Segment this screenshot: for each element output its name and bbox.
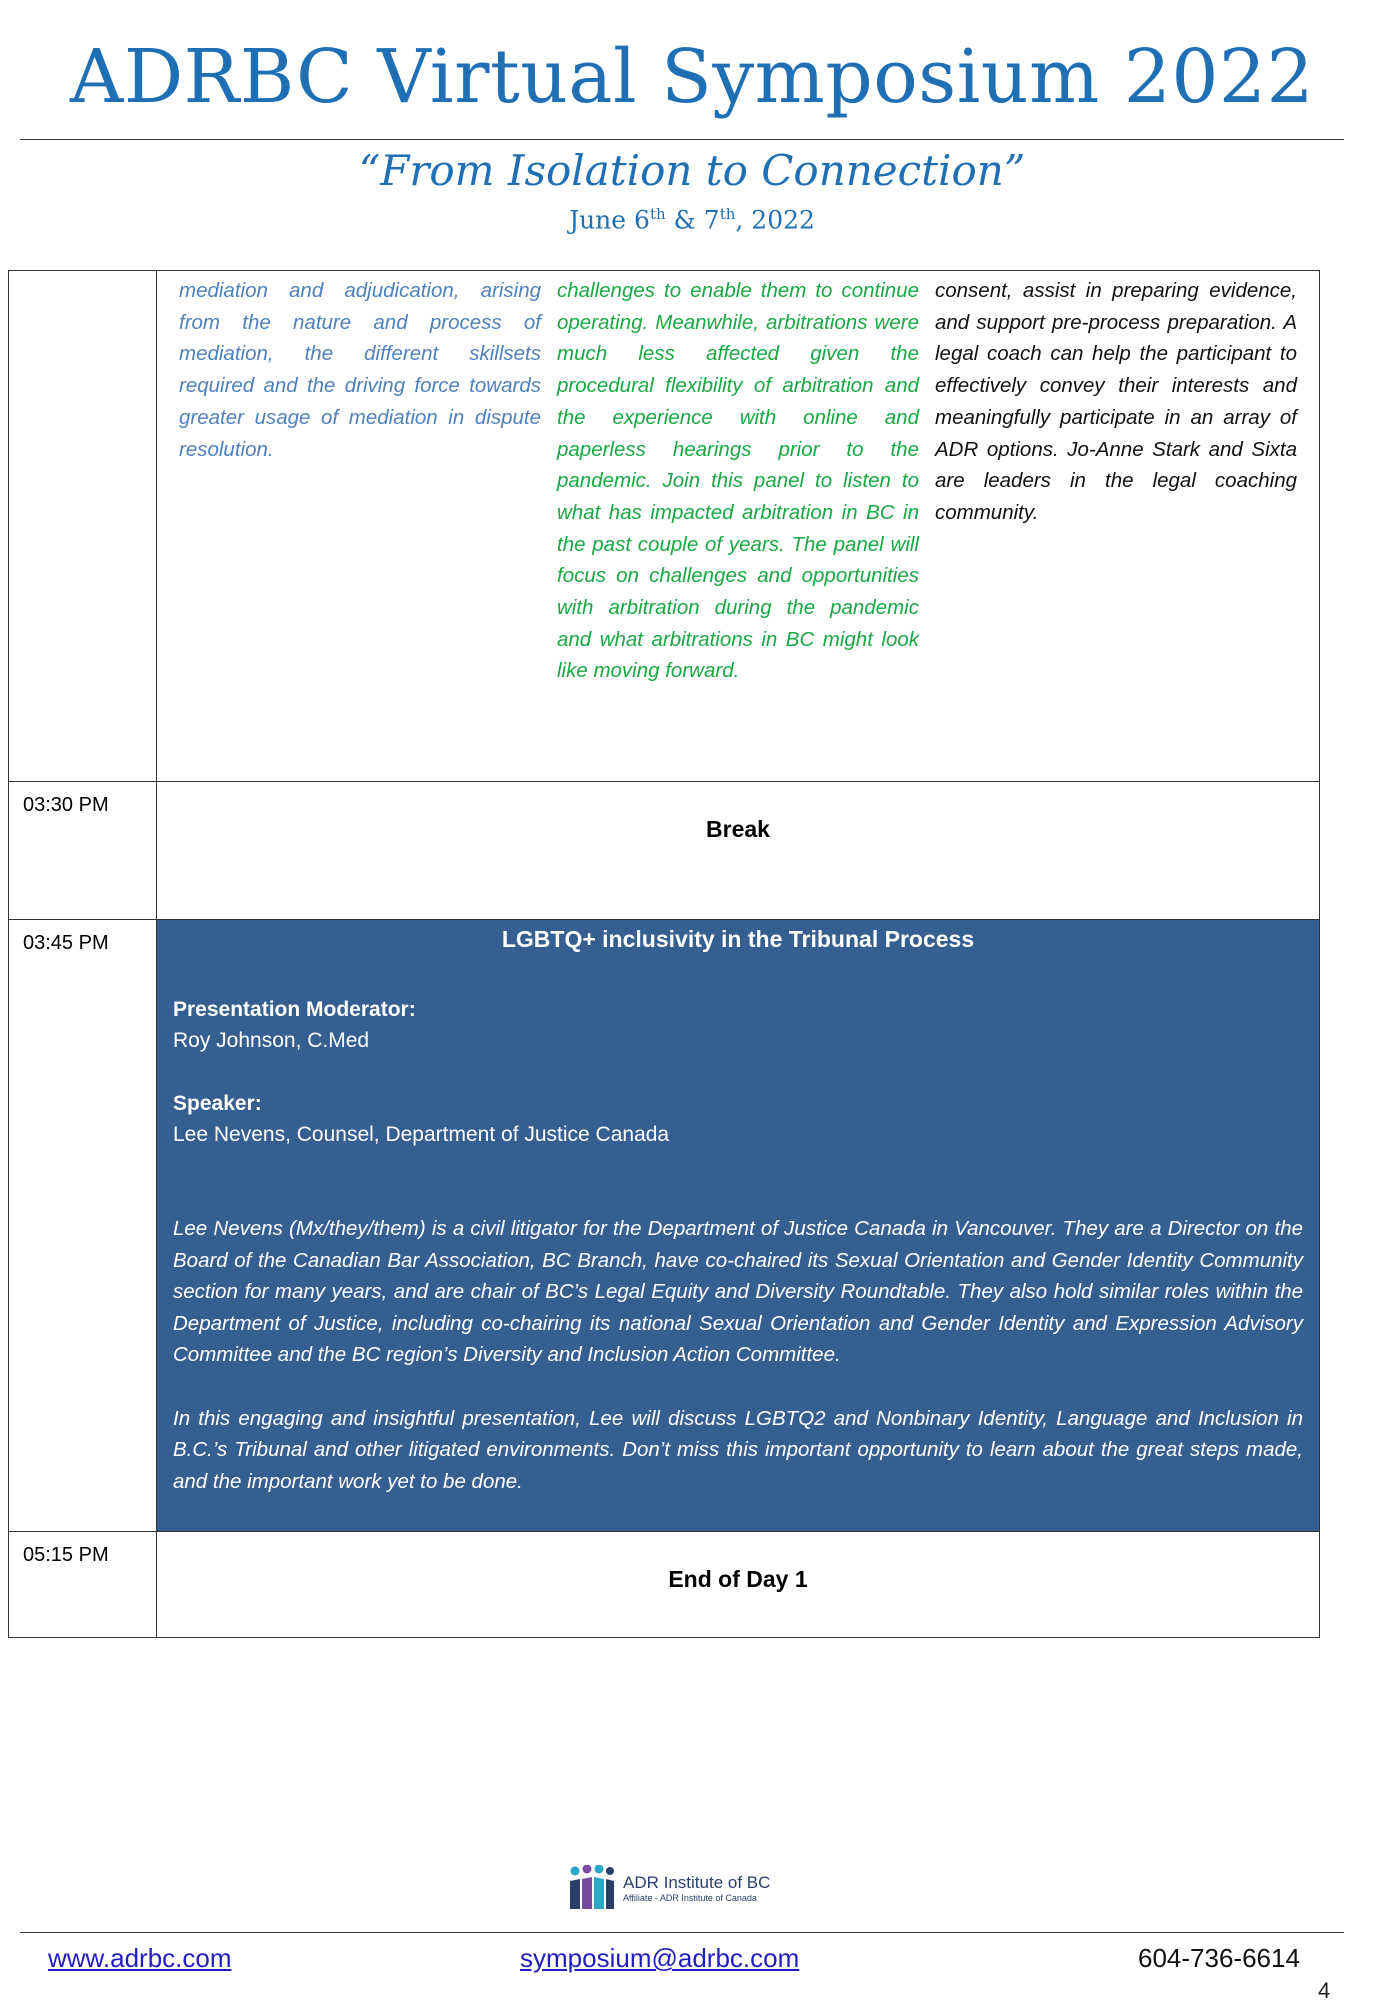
session-cell <box>157 271 1320 782</box>
break-cell <box>157 782 1320 920</box>
adr-institute-logo <box>567 1865 770 1911</box>
time-cell <box>9 271 157 782</box>
agenda-row-continued <box>9 271 1320 782</box>
session-description: In this engaging and insightful presentation, Lee will discuss LGBTQ2 and Nonbinary Identity, Language and Inclusion in B.C.’s Tribunal and other litigated environments. Don’t miss this important opportunity to learn about the great steps made, and the important work yet to be done. <box>173 1406 1303 1493</box>
speaker-bio: Lee Nevens (Mx/they/them) is a civil litigator for the Department of Justice Canada in Vancouver. They are a Director on the Board of the Canadian Bar Association, BC Branch, have co-chaired its Sexual Orientation and Gender Identity Community section for many years, and are chair of BC’s Legal Equity and Diversity Roundtable. They also hold similar roles within the Department of Justice, including co-chairing its national Sexual Orientation and Gender Identity and Expression Advisory Committee and the BC region’s Diversity and Inclusion Action Committee. <box>173 1217 1303 1366</box>
page-title: ADRBC Virtual Symposium 2022 <box>69 34 1315 120</box>
end-label: End of Day 1 <box>668 1566 808 1592</box>
website-link[interactable]: www.adrbc.com <box>48 1943 232 1973</box>
phone-number: 604-736-6614 <box>1138 1943 1300 1973</box>
event-date: June 6th & 7th, 2022 <box>569 205 815 235</box>
end-cell <box>157 1532 1320 1638</box>
agenda-row-session <box>9 920 1320 1532</box>
session-description-col-3: consent, assist in preparing evidence, and support pre-process preparation. A legal coach can help the participant to effectively convey their interests and meaningfully participate in an array of ADR options. Jo-Anne Stark and Sixta are leaders in the legal coaching community. <box>935 279 1297 524</box>
footer-divider <box>20 1932 1344 1933</box>
logo-name: ADR Institute of BC <box>623 1873 771 1892</box>
speaker-label: Speaker: <box>173 1092 262 1115</box>
session-description-col-1: mediation and adjudication, arising from the nature and process of mediation, the different skillsets required and the driving force towards greater usage of mediation in dispute resolution. <box>179 279 541 461</box>
agenda-table <box>8 270 1320 1638</box>
page-number: 4 <box>1318 1978 1331 2003</box>
agenda-row-end <box>9 1532 1320 1638</box>
session-description-col-2: challenges to enable them to continue operating. Meanwhile, arbitrations were much less affected given the procedural flexibility of arbitration and the experience with online and paperless hearings prior to the pandemic. Join this panel to listen to what has impacted arbitration in BC in the past couple of years. The panel will focus on challenges and opportunities with arbitration during the pandemic and what arbitrations in BC might look like moving forward. <box>557 279 919 683</box>
email-link[interactable]: symposium@adrbc.com <box>520 1943 800 1973</box>
header-divider <box>20 139 1344 140</box>
session-cell <box>157 920 1320 1532</box>
page-subtitle: “From Isolation to Connection” <box>358 146 1026 195</box>
time-cell: 03:45 PM <box>9 920 157 1532</box>
time-cell: 05:15 PM <box>9 1532 157 1638</box>
logo-tagline: Affiliate - ADR Institute of Canada <box>623 1893 757 1903</box>
moderator-name: Roy Johnson, C.Med <box>173 1029 370 1052</box>
moderator-label: Presentation Moderator: <box>173 998 416 1021</box>
break-label: Break <box>706 816 770 842</box>
session-title: LGBTQ+ inclusivity in the Tribunal Process <box>501 926 975 952</box>
time-cell: 03:30 PM <box>9 782 157 920</box>
people-logo-icon <box>567 1865 615 1911</box>
speaker-name: Lee Nevens, Counsel, Department of Justice Canada <box>173 1123 670 1146</box>
agenda-row-break <box>9 782 1320 920</box>
